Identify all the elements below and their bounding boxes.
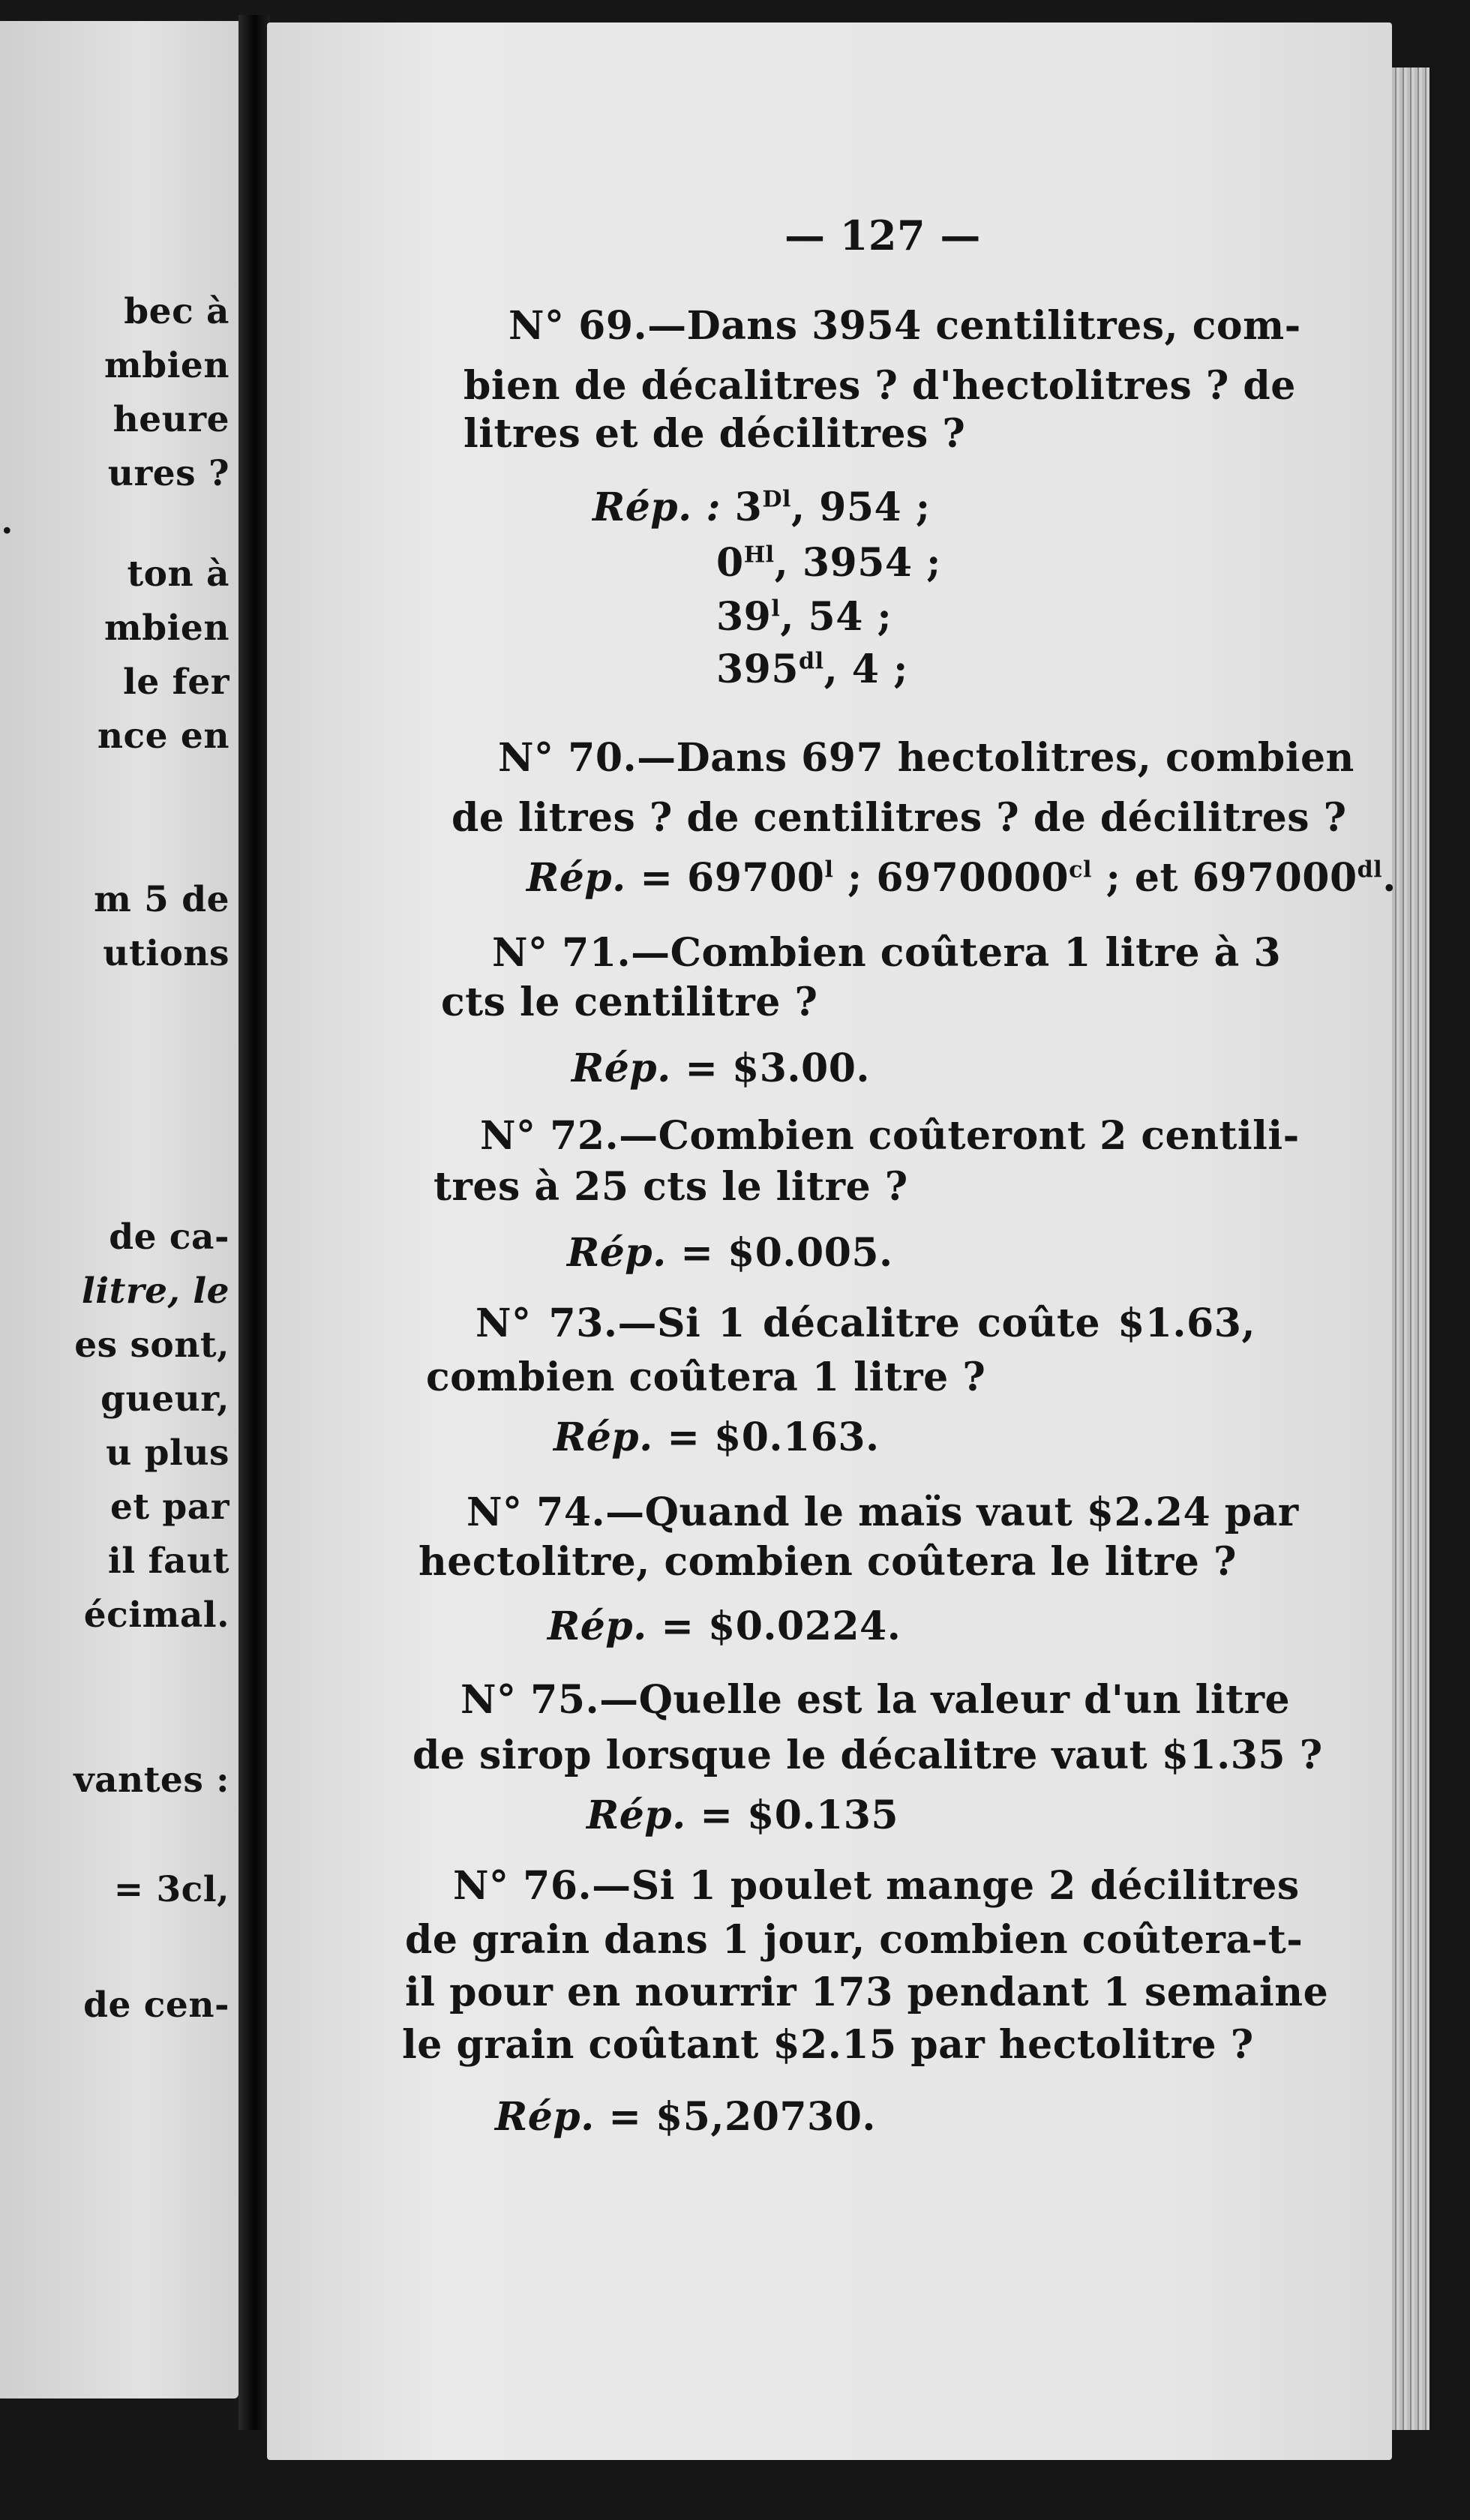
left-page-fragment: ton à bbox=[127, 554, 230, 595]
problem-text-line: combien coûtera 1 litre ? bbox=[426, 1354, 986, 1400]
left-page-fragment: heure bbox=[112, 399, 230, 440]
problem-text-line: le grain coûtant $2.15 par hectolitre ? bbox=[402, 2022, 1254, 2068]
answer-value: = $0.135 bbox=[700, 1792, 899, 1838]
answer-label: Rép. bbox=[526, 855, 626, 901]
answer-label: Rép. : bbox=[592, 484, 722, 530]
left-page-fragment: de ca- bbox=[109, 1216, 230, 1258]
problem-text-line: hectolitre, combien coûtera le litre ? bbox=[418, 1539, 1237, 1585]
left-page-fragment: il faut bbox=[107, 1540, 230, 1582]
answer-value: $3^{Dl}$, 954 ; bbox=[734, 484, 931, 530]
problem-text-line: N° 69.—Dans 3954 centilitres, com- bbox=[508, 303, 1301, 349]
left-page bbox=[0, 21, 238, 2398]
problem-text-line: N° 76.—Si 1 poulet mange 2 décilitres bbox=[453, 1863, 1300, 1909]
problem-text-line: de grain dans 1 jour, combien coûtera-t- bbox=[405, 1917, 1304, 1963]
answer-label: Rép. bbox=[554, 1414, 653, 1460]
left-page-fragment: es sont, bbox=[74, 1324, 230, 1366]
answer-label: Rép. bbox=[548, 1604, 647, 1649]
left-page-fragment: de cen- bbox=[83, 1984, 230, 2026]
answer-value: $395^{dl}$, 4 ; bbox=[716, 646, 908, 692]
left-page-fragment: gueur, bbox=[100, 1378, 230, 1420]
left-page-fragment: le fer bbox=[122, 662, 230, 703]
answer-value: = $3.00. bbox=[685, 1046, 870, 1091]
left-page-fragment: mbien bbox=[104, 608, 230, 649]
answer-label: Rép. bbox=[567, 1230, 667, 1276]
problem-text-line: N° 70.—Dans 697 hectolitres, combien bbox=[498, 735, 1354, 781]
left-page-fragment: = 3cl, bbox=[113, 1869, 230, 1910]
problem-text-line: N° 75.—Quelle est la valeur d'un litre bbox=[460, 1677, 1291, 1723]
answer-value: = $5,20730. bbox=[608, 2094, 877, 2140]
left-page-fragment: . bbox=[1, 501, 14, 542]
answer-label: Rép. bbox=[572, 1046, 671, 1091]
problem-text-line: cts le centilitre ? bbox=[441, 980, 818, 1025]
page-edges bbox=[1392, 68, 1430, 2430]
book-gutter bbox=[238, 15, 270, 2430]
problem-text-line: de litres ? de centilitres ? de décilitres ? bbox=[452, 795, 1347, 841]
problem-text-line: bien de décalitres ? d'hectolitres ? de bbox=[464, 363, 1296, 409]
answer-value: = $0.0224. bbox=[661, 1604, 902, 1649]
problem-text-line: litres et de décilitres ? bbox=[464, 411, 966, 457]
left-page-fragment: mbien bbox=[104, 345, 230, 386]
left-page-fragment: nce en bbox=[97, 716, 230, 757]
left-page-fragment: u plus bbox=[106, 1432, 230, 1474]
left-page-fragment: et par bbox=[110, 1486, 230, 1528]
answer-value: = $0.005. bbox=[680, 1230, 893, 1276]
answer-value: = $0.163. bbox=[667, 1414, 880, 1460]
page-number: — 127 — bbox=[784, 212, 981, 260]
left-page-fragment: écimal. bbox=[83, 1594, 230, 1636]
answer-value: 39$^l$, 54 ; bbox=[716, 594, 892, 640]
left-page-fragment: bec à bbox=[124, 291, 230, 332]
left-page-fragment: vantes : bbox=[74, 1760, 230, 1801]
answer-label: Rép. bbox=[495, 2094, 595, 2140]
problem-text-line: N° 71.—Combien coûtera 1 litre à 3 bbox=[492, 930, 1282, 976]
left-page-fragment: ures ? bbox=[107, 453, 230, 494]
problem-text-line: tres à 25 cts le litre ? bbox=[434, 1164, 908, 1210]
answer-value: = $69700^l$ ; $6970000^{cl}$ ; et $697000^{dl}$. bbox=[640, 855, 1396, 901]
problem-text-line: N° 73.—Si 1 décalitre coûte $1.63, bbox=[476, 1300, 1256, 1346]
problem-text-line: N° 72.—Combien coûteront 2 centili- bbox=[480, 1113, 1300, 1159]
problem-text-line: il pour en nourrir 173 pendant 1 semaine bbox=[405, 1970, 1329, 2015]
answer-value: $0^{Hl}$, 3954 ; bbox=[716, 540, 941, 586]
left-page-fragment: m 5 de bbox=[94, 879, 230, 920]
problem-text-line: N° 74.—Quand le maïs vaut $2.24 par bbox=[466, 1490, 1299, 1535]
left-page-fragment: litre, le bbox=[81, 1270, 230, 1312]
answer-label: Rép. bbox=[586, 1792, 686, 1838]
left-page-fragment: utions bbox=[103, 933, 230, 974]
problem-text-line: de sirop lorsque le décalitre vaut $1.35 ? bbox=[412, 1732, 1323, 1778]
